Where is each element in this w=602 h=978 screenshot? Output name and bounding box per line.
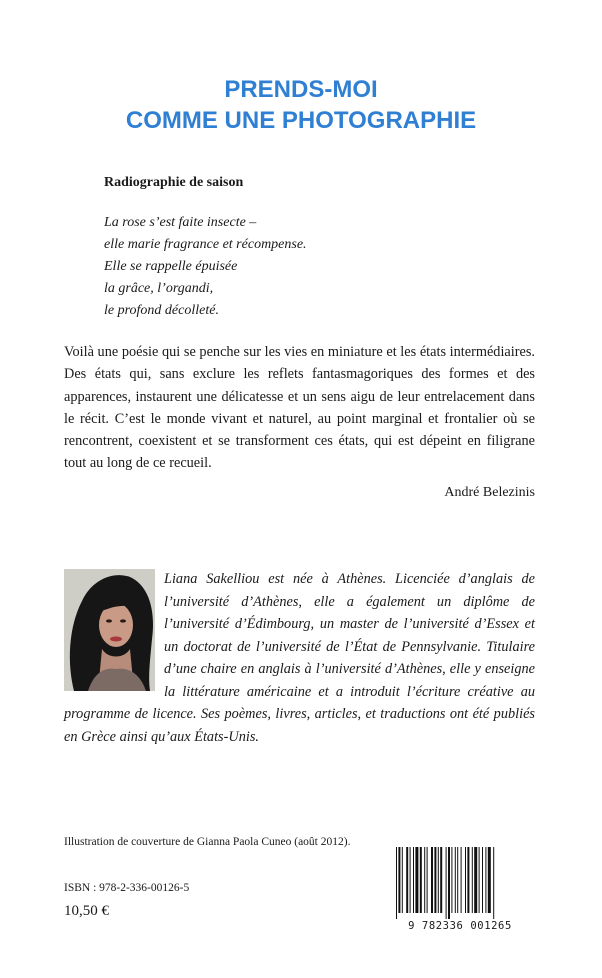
- barcode: [390, 843, 530, 931]
- poem-line: La rose s’est faite insecte –: [104, 215, 257, 230]
- author-bio-text: Liana Sakelliou est née à Athènes. Licenciée d’anglais de l’université d’Athènes, elle a également un diplôme de l’université d’Édimbourg, un master de l’université d’Essex et un doctorat de l’université de l’État de Pennsylvanie. Titulaire d’une chaire en anglais à l’université d’Athènes, elle y enseigne la littérature américaine et a introduit l’écriture créative au programme de licence. Ses poèmes, livres, articles, et traductions ont été publiés en Grèce ainsi qu’aux États-Unis.: [64, 571, 535, 745]
- barcode-bar: [467, 847, 469, 913]
- poem-line: Elle se rappelle épuisée: [104, 259, 238, 274]
- poem-line: elle marie fragrance et récompense.: [104, 237, 307, 252]
- barcode-bar: [493, 847, 494, 919]
- cover-illustration-credit: Illustration de couverture de Gianna Paola Cuneo (août 2012).: [64, 836, 351, 848]
- barcode-bar: [406, 847, 408, 913]
- barcode-bar: [424, 847, 425, 913]
- review-signature: André Belezinis: [444, 485, 535, 500]
- barcode-bar: [451, 847, 452, 913]
- barcode-bar: [472, 847, 473, 913]
- barcode-bar: [440, 847, 442, 913]
- barcode-bar: [434, 847, 436, 913]
- barcode-bar: [474, 847, 477, 913]
- barcode-bar: [446, 847, 447, 919]
- barcode-bar: [420, 847, 422, 913]
- price: 10,50 €: [64, 903, 109, 919]
- barcode-bar: [488, 847, 491, 913]
- barcode-bar: [448, 847, 450, 919]
- barcode-bar: [438, 847, 439, 913]
- author-bio: [64, 568, 535, 748]
- barcode-bar: [479, 847, 480, 913]
- barcode-number: 9 782336 001265: [408, 920, 512, 932]
- barcode-bar: [482, 847, 483, 913]
- barcode-bar: [410, 847, 411, 913]
- photo-spacer: [64, 568, 164, 701]
- barcode-bar: [402, 847, 403, 913]
- barcode-bar: [427, 847, 428, 913]
- summary-paragraph: Voilà une poésie qui se penche sur les vies en miniature et les états intermédiaires. Des états qui, sans exclure les reflets fantasmagoriques des formes et des apparences, instaurent une délicatesse et un sens aigu de leur entrelacement dans le récit. C’est le monde vivant et naturel, au point marginal et frontalier où se rencontrent, coexistent et se transforment ces états, qui est dépeint en filigrane tout au long de ce recueil.: [64, 344, 535, 472]
- isbn: ISBN : 978-2-336-00126-5: [64, 882, 190, 894]
- barcode-bar: [461, 847, 462, 913]
- barcode-bar: [485, 847, 486, 913]
- poem-excerpt: [104, 212, 307, 322]
- barcode-bar: [413, 847, 414, 913]
- poem-title: Radiographie de saison: [104, 175, 244, 190]
- barcode-bar: [415, 847, 418, 913]
- poem-line: la grâce, l’organdi,: [104, 281, 214, 296]
- book-title-line-1: PRENDS-MOI: [224, 76, 378, 103]
- barcode-bar: [455, 847, 456, 913]
- barcode-bar: [398, 847, 400, 913]
- barcode-bar: [465, 847, 466, 913]
- poem-line: le profond décolleté.: [104, 303, 219, 318]
- barcode-bar: [396, 847, 397, 919]
- barcode-bar: [457, 847, 458, 913]
- barcode-bar: [431, 847, 433, 913]
- barcode-bars: [390, 843, 530, 919]
- book-title-line-2: COMME UNE PHOTOGRAPHIE: [125, 107, 477, 134]
